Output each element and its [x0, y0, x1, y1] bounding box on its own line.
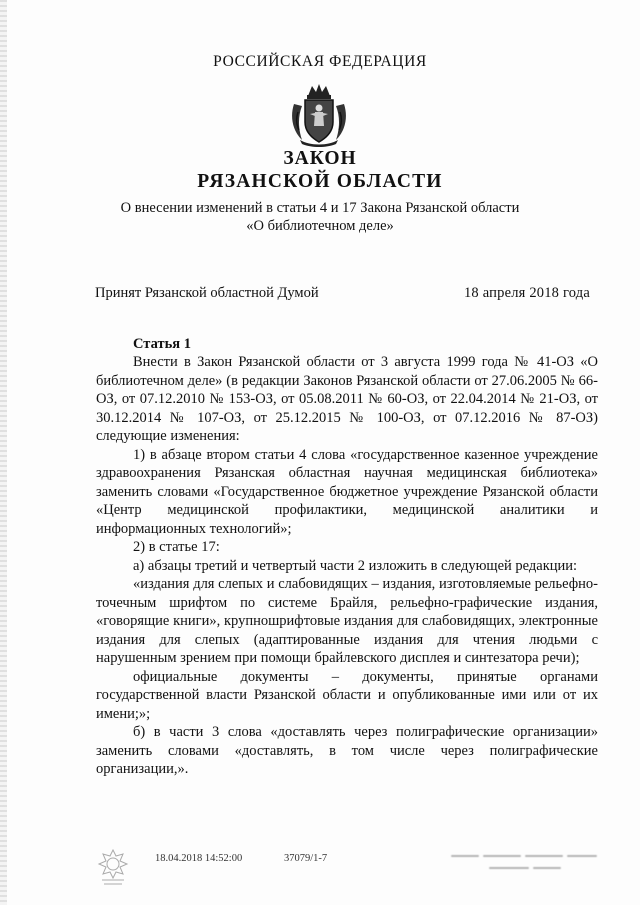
article-title: Статья 1	[133, 336, 191, 352]
footer-doc-number: 37079/1-7	[284, 853, 328, 864]
faded-registration-mark	[450, 848, 600, 878]
registration-stamp-icon	[96, 848, 130, 888]
article-body	[96, 353, 598, 779]
article-paragraph: 1) в абзаце втором статьи 4 слова «государственное казенное учреждение здравоохранения Рязанская областная научная медицинская библиотека» заменить словами «Государственное бюджетное учреждение Рязанской области «Центр медицинской профилактики, медицинской аналитики и информационных технологий»;	[96, 446, 598, 537]
adoption-date: 18 апреля 2018 года	[463, 285, 590, 301]
country-heading: РОССИЙСКАЯ ФЕДЕРАЦИЯ	[213, 53, 427, 70]
article-paragraph: а) абзацы третий и четвертый части 2 изложить в следующей редакции:	[133, 557, 578, 574]
law-title: ЗАКОН	[283, 148, 357, 169]
law-subtitle-line2: «О библиотечном деле»	[246, 218, 394, 234]
article-paragraph: официальные документы – документы, принятые органами государственной власти Рязанской области и опубликованные ими или от их имени;»;	[96, 668, 598, 722]
law-subtitle-line1: О внесении изменений в статьи 4 и 17 Закона Рязанской области	[120, 200, 520, 216]
article-paragraph: «издания для слепых и слабовидящих – издания, изготовляемые рельефно-точечным шрифтом по системе Брайля, рельефно-графические издания, «говорящие книги», крупношрифтовые издания для слабовидящих, электронные издания для слепых (адаптированные издания для чтения людьми с нарушенным зрением при помощи брайлевского дисплея и синтезатора речи);	[96, 576, 598, 666]
article-paragraph: Внести в Закон Рязанской области от 3 августа 1999 года № 41-ОЗ «О библиотечном деле» (в редакции Законов Рязанской области от 27.06.2005 № 66-ОЗ, от 07.12.2010 № 153-ОЗ, от 05.08.2011 № 60-ОЗ, от 22.04.2014 № 21-ОЗ, от 30.12.2014 № 107-ОЗ, от 25.12.2015 № 100-ОЗ, от 07.12.2016 № 87-ОЗ) следующие изменения:	[96, 354, 598, 444]
adopted-by: Принят Рязанской областной Думой	[95, 285, 319, 301]
adoption-row	[95, 285, 590, 302]
article-paragraph: 2) в статье 17:	[133, 539, 220, 555]
coat-of-arms-icon	[286, 82, 352, 148]
article-paragraph: б) в части 3 слова «доставлять через полиграфические организации» заменить словами «доставлять, в том числе через полиграфические организации,».	[96, 724, 598, 777]
scan-edge	[0, 0, 7, 905]
footer-timestamp: 18.04.2018 14:52:00	[155, 853, 243, 864]
region-title: РЯЗАНСКОЙ ОБЛАСТИ	[197, 171, 443, 192]
